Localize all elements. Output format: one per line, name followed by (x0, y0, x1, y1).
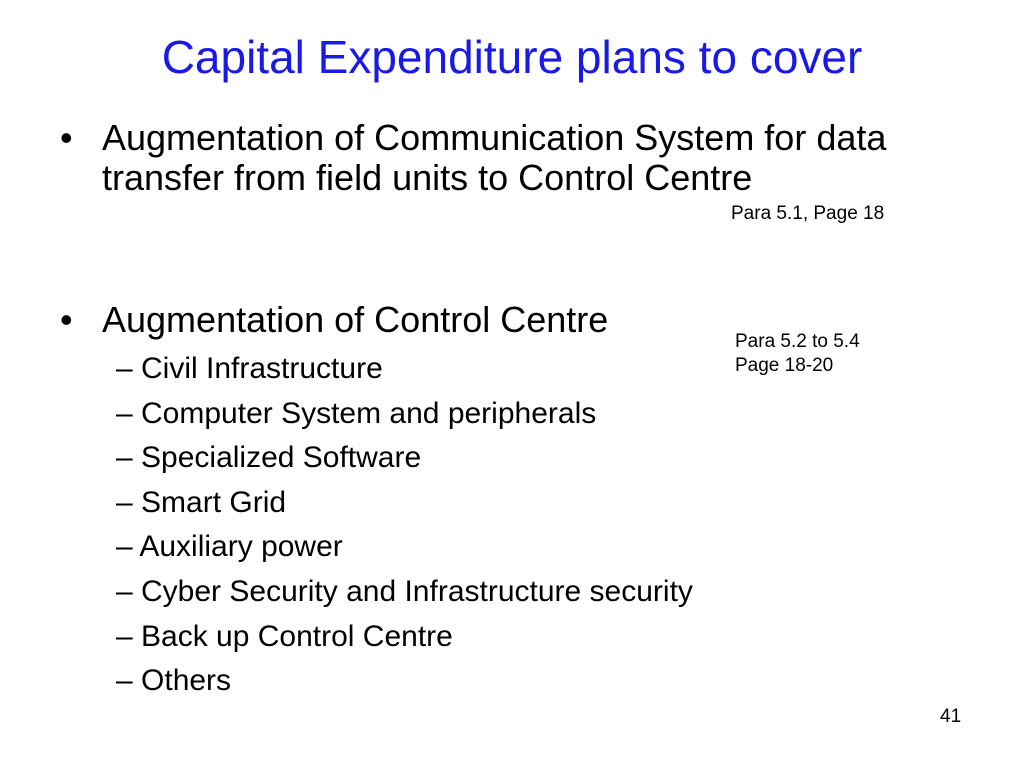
sub-bullet-item: – Civil Infrastructure (116, 352, 383, 385)
slide-number: 41 (940, 706, 962, 727)
sub-bullet-list (116, 347, 693, 704)
bullet-text: Augmentation of Communication System for data transfer from field units to Control Centre (102, 117, 887, 198)
sub-bullet-item: – Others (116, 664, 232, 698)
bullet-control-centre (60, 300, 760, 344)
bullet-marker: • (60, 299, 73, 340)
sub-bullet-item: – Specialized Software (116, 441, 422, 475)
bullet-text: Augmentation of Control Centre (102, 299, 609, 340)
slide-title: Capital Expenditure plans to cover (161, 31, 863, 83)
sub-bullet-item: – Back up Control Centre (116, 619, 453, 653)
bullet-marker: • (60, 117, 73, 158)
sub-bullet-item: – Cyber Security and Infrastructure security (116, 574, 693, 608)
sub-bullet-item: – Smart Grid (116, 485, 287, 519)
bullet-communication-system (60, 118, 960, 248)
reference-note-para-5-1: Para 5.1, Page 18 (731, 203, 885, 224)
reference-line: Page 18-20 (735, 355, 834, 376)
sub-bullet-item: – Auxiliary power (116, 530, 343, 564)
reference-line: Para 5.2 to 5.4 (735, 331, 860, 352)
sub-bullet-item: – Computer System and peripherals (116, 396, 597, 430)
reference-note-para-5-2 (735, 330, 860, 378)
